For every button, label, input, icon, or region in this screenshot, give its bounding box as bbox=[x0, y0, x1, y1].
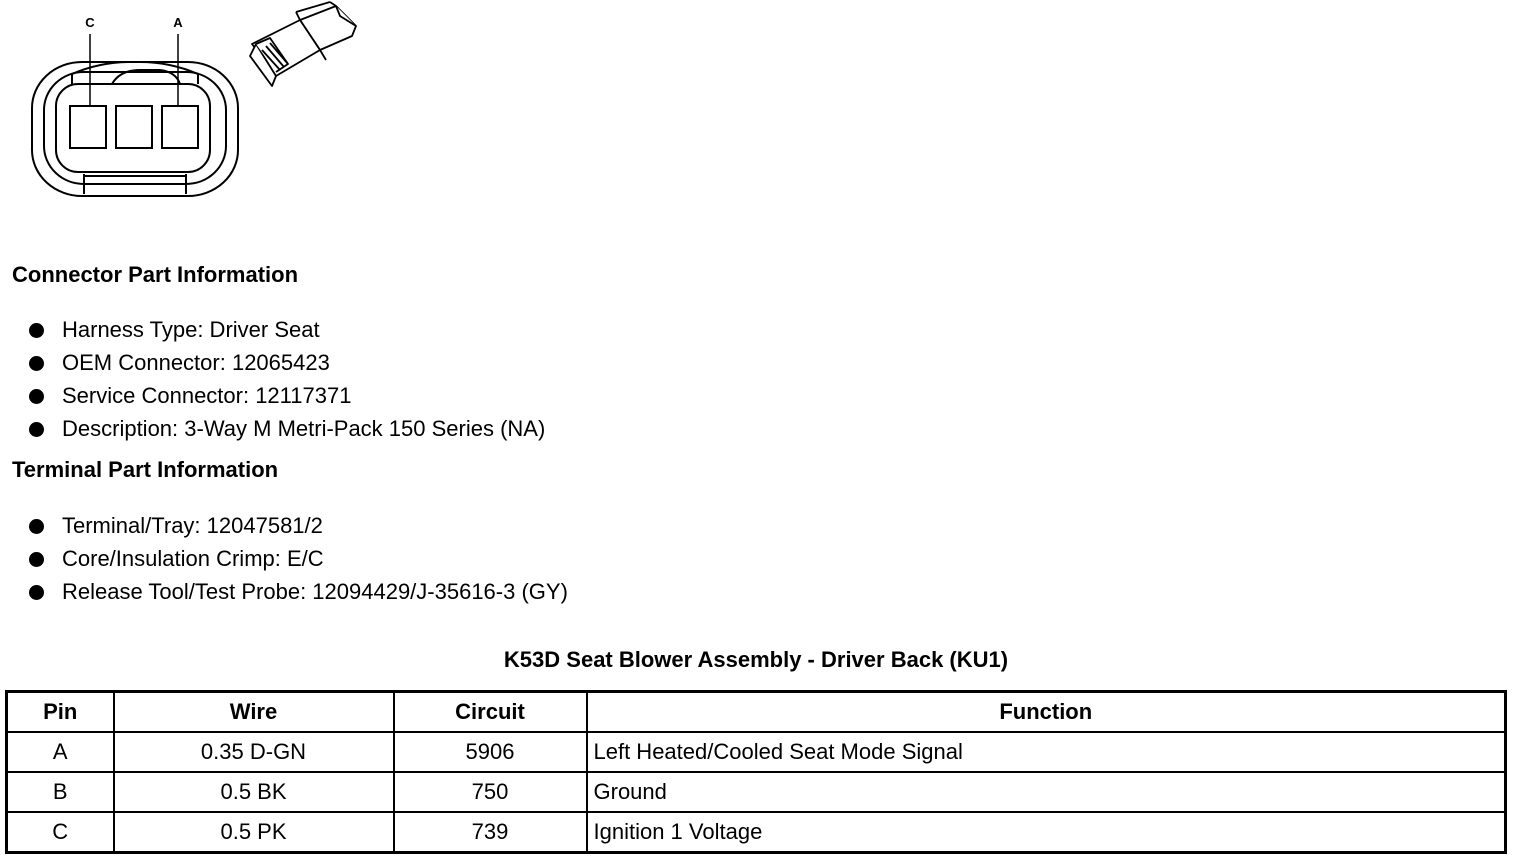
bullet-icon bbox=[29, 519, 44, 534]
column-header-pin: Pin bbox=[7, 692, 114, 733]
bullet-icon bbox=[29, 323, 44, 338]
cell-wire: 0.5 BK bbox=[114, 772, 394, 812]
cell-pin: C bbox=[7, 812, 114, 853]
connector-face-icon bbox=[32, 34, 238, 196]
list-item bbox=[0, 348, 545, 381]
cell-circuit: 5906 bbox=[394, 732, 587, 772]
column-header-wire: Wire bbox=[114, 692, 394, 733]
bullet-icon bbox=[29, 389, 44, 404]
connector-isometric-icon bbox=[250, 2, 356, 86]
table-row bbox=[7, 812, 1506, 853]
table-header-row bbox=[7, 692, 1506, 733]
connector-info-list bbox=[0, 315, 545, 447]
table-row bbox=[7, 732, 1506, 772]
cell-pin: A bbox=[7, 732, 114, 772]
list-item-text: Service Connector: 12117371 bbox=[62, 383, 352, 408]
cell-circuit: 739 bbox=[394, 812, 587, 853]
pin-label-a: A bbox=[173, 15, 183, 30]
list-item bbox=[0, 414, 545, 447]
column-header-circuit: Circuit bbox=[394, 692, 587, 733]
list-item-text: Harness Type: Driver Seat bbox=[62, 317, 320, 342]
cell-function: Ignition 1 Voltage bbox=[587, 812, 1506, 853]
list-item bbox=[0, 381, 545, 414]
cell-function: Ground bbox=[587, 772, 1506, 812]
list-item bbox=[0, 511, 568, 544]
list-item bbox=[0, 315, 545, 348]
pin-label-c: C bbox=[85, 15, 95, 30]
terminal-info-list bbox=[0, 511, 568, 610]
bullet-icon bbox=[29, 356, 44, 371]
cell-wire: 0.35 D-GN bbox=[114, 732, 394, 772]
cell-wire: 0.5 PK bbox=[114, 812, 394, 853]
column-header-function: Function bbox=[587, 692, 1506, 733]
cell-pin: B bbox=[7, 772, 114, 812]
bullet-icon bbox=[29, 552, 44, 567]
list-item-text: Terminal/Tray: 12047581/2 bbox=[62, 513, 323, 538]
list-item-text: OEM Connector: 12065423 bbox=[62, 350, 330, 375]
connector-info-heading: Connector Part Information bbox=[12, 262, 299, 287]
terminal-info-heading: Terminal Part Information bbox=[12, 457, 279, 482]
connector-diagram bbox=[0, 0, 380, 210]
list-item-text: Release Tool/Test Probe: 12094429/J-35616-3 (GY) bbox=[62, 579, 568, 604]
list-item-text: Description: 3-Way M Metri-Pack 150 Series (NA) bbox=[62, 416, 546, 441]
cell-circuit: 750 bbox=[394, 772, 587, 812]
list-item-text: Core/Insulation Crimp: E/C bbox=[62, 546, 324, 571]
bullet-icon bbox=[29, 585, 44, 600]
table-row bbox=[7, 772, 1506, 812]
bullet-icon bbox=[29, 422, 44, 437]
list-item bbox=[0, 544, 568, 577]
list-item bbox=[0, 577, 568, 610]
cell-function: Left Heated/Cooled Seat Mode Signal bbox=[587, 732, 1506, 772]
pinout-table bbox=[5, 690, 1507, 854]
pinout-table-title: K53D Seat Blower Assembly - Driver Back (KU1) bbox=[503, 647, 1009, 672]
